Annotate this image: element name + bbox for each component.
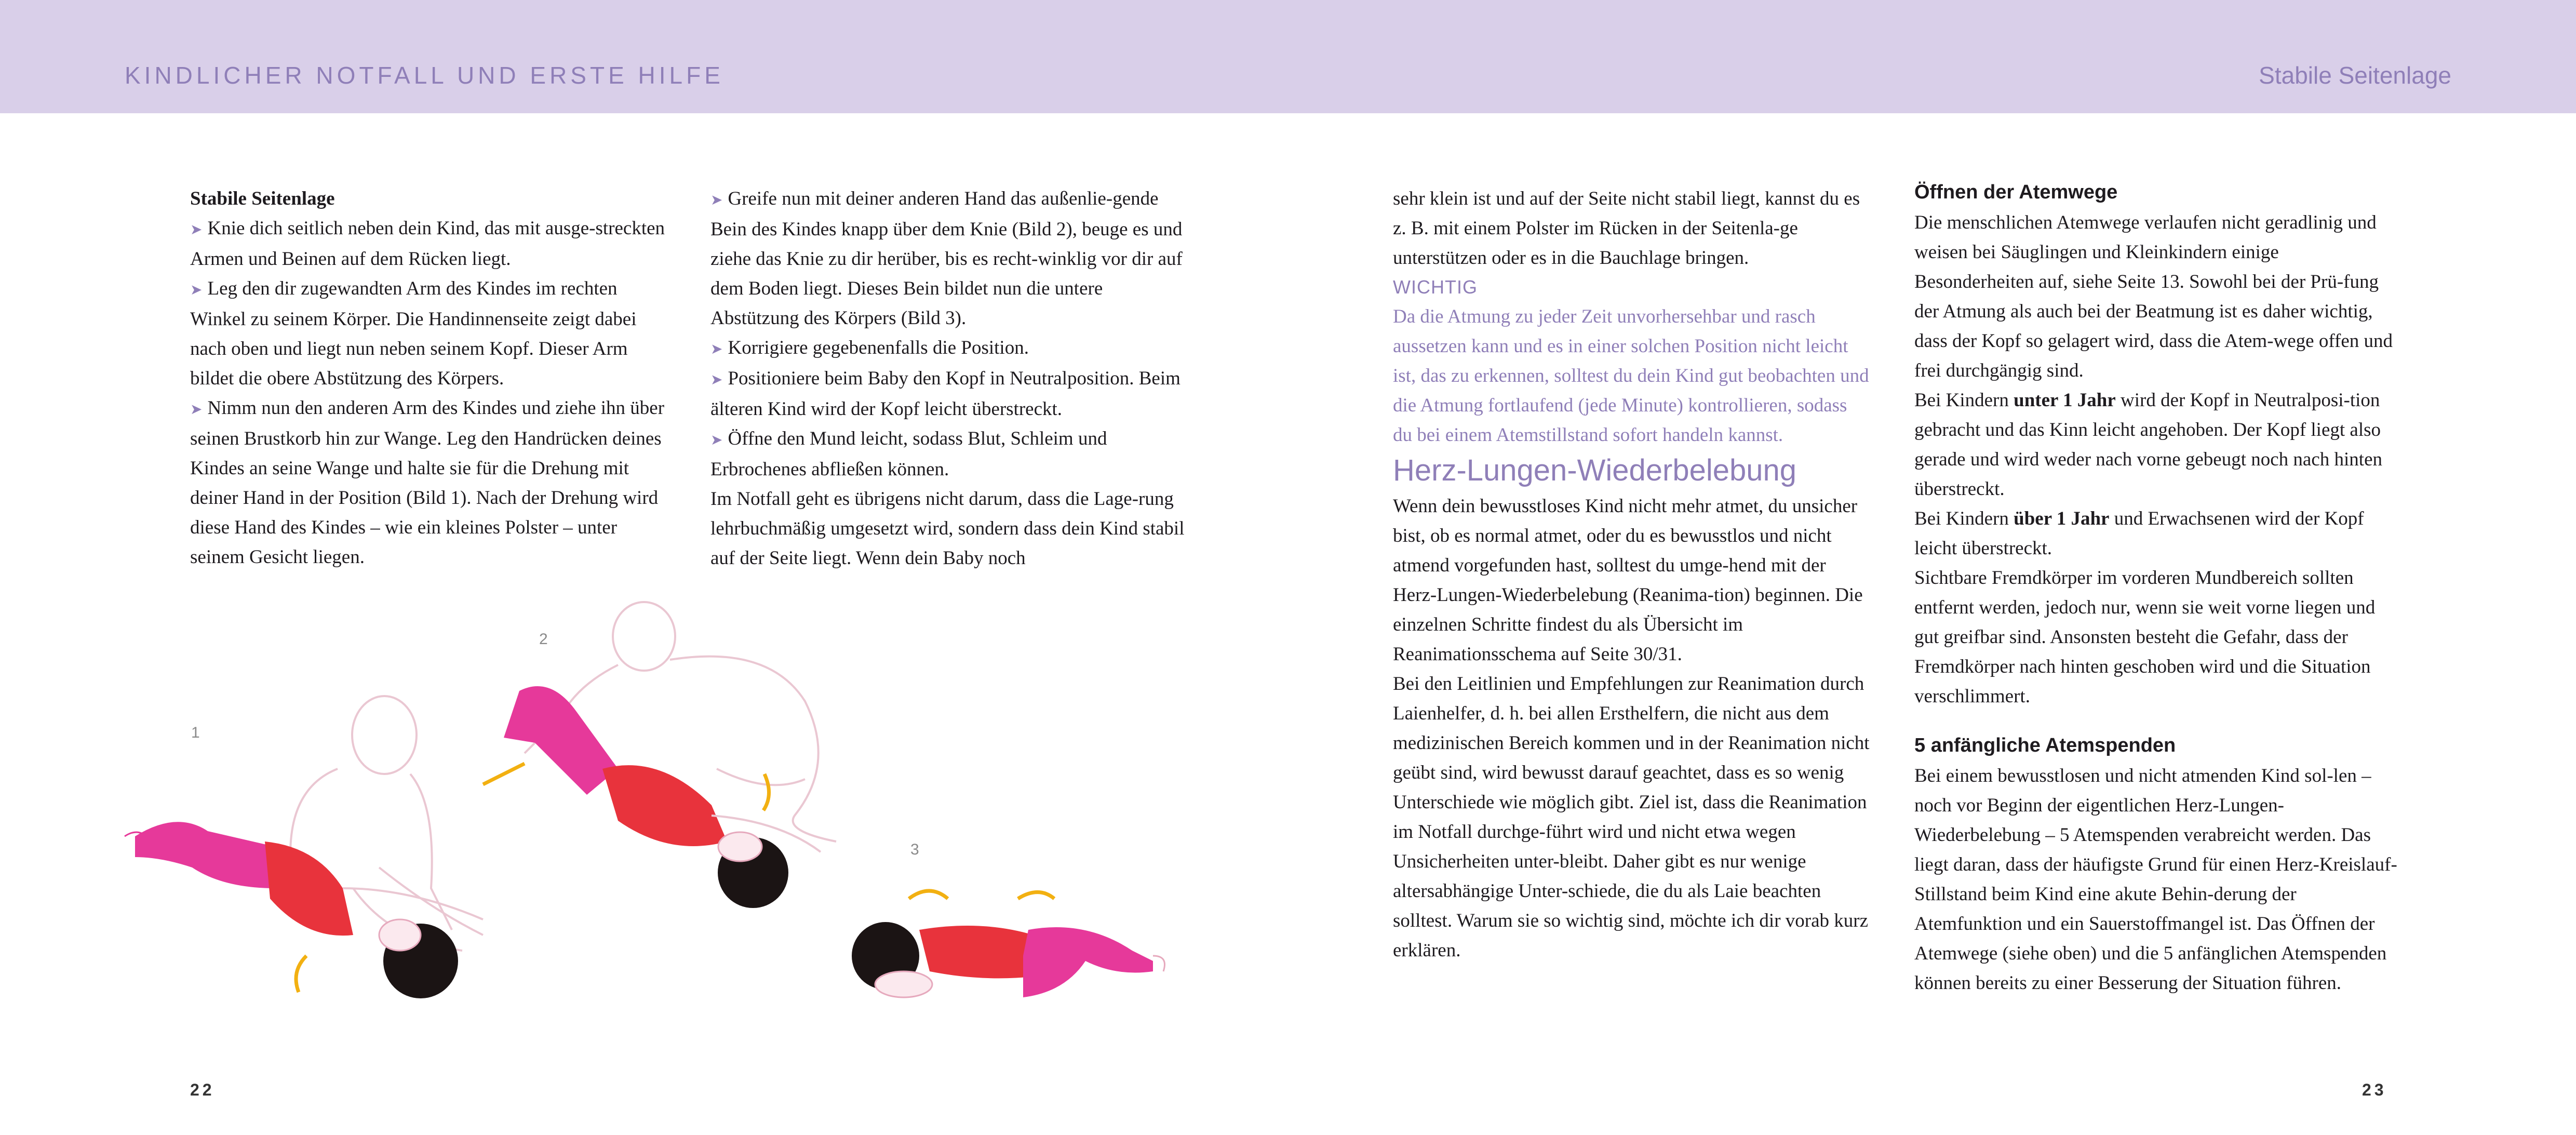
section-heading-stabile-seitenlage: Stabile Seitenlage <box>190 188 335 209</box>
page-number-right: 23 <box>2362 1080 2387 1099</box>
arrow-bullet-icon: ➤ <box>190 221 203 238</box>
figure-2-label: 2 <box>539 631 548 648</box>
instruction-step-5 <box>710 333 1193 364</box>
arrow-bullet-icon: ➤ <box>190 400 203 418</box>
rotate-arrow-icon <box>483 764 525 784</box>
step-text: Öffne den Mund leicht, sodass Blut, Schleim und Erbrochenes abfließen können. <box>710 428 1107 480</box>
step-text: Nimm nun den anderen Arm des Kindes und ziehe ihn über seinen Brustkorb hin zur Wange. Leg den Handrücken deines Kindes an seine Wange und halte sie für die Drehung mit deiner Hand in der Position (Bild 1). Nach der Drehung wird diese Hand des Kindes – wie ein kleines Polster – unter seinem Gesicht liegen. <box>190 397 665 568</box>
arrow-bullet-icon: ➤ <box>710 340 723 357</box>
step-text: Leg den dir zugewandten Arm des Kindes im rechten Winkel zu seinem Körper. Die Handinnenseite zeigt dabei nach oben und liegt nun neben seinem Kopf. Dieser Arm bildet die obere Abstützung des Körpers. <box>190 278 637 389</box>
paragraph-reanimation-intro: Wenn dein bewusstloses Kind nicht mehr atmet, du unsicher bist, ob es normal atmet, oder du es bewusstlos und nicht atmend vorgefunden hast, solltest du umge-hend mit der Herz-Lungen-Wiederbelebung (Reanima-tion) beginnen. Die einzelnen Schritte findest du als Übersicht im Reanimationsschema auf Seite 30/31. <box>1393 496 1863 665</box>
callout-body-wichtig: Da die Atmung zu jeder Zeit unvorhersehbar und rasch aussetzen kann und es in einer solchen Position nicht leicht ist, das zu erkennen, solltest du dein Kind gut beobachten und die Atmung fortlaufend (jede Minute) kontrollieren, sodass du bei einem Atemstillstand sofort handeln kannst. <box>1393 306 1869 446</box>
step-text: Positioniere beim Baby den Kopf in Neutralposition. Beim älteren Kind wird der Kopf leicht überstreckt. <box>710 368 1180 420</box>
paragraph-atemspenden: Bei einem bewusstlosen und nicht atmenden Kind sol-len – noch vor Beginn der eigentlichen Herz-Lungen-Wiederbelebung – 5 Atemspenden verabreicht werden. Das liegt daran, dass der häufigste Grund für einen Herz-Kreislauf-Stillstand beim Kind eine akute Behin-derung der Atemfunktion und ein Sauerstoffmangel ist. Das Öffnen der Atemwege (siehe oben) und die 5 anfänglichen Atemspenden können bereits zu einer Besserung der Situation führen. <box>1914 765 2397 994</box>
running-title-right: Stabile Seitenlage <box>2259 62 2451 89</box>
right-page-column-2 <box>1914 177 2397 998</box>
figure-1 <box>125 696 483 998</box>
instruction-step-3 <box>190 393 673 572</box>
step-text: Knie dich seitlich neben dein Kind, das mit ausge-streckten Armen und Beinen auf dem Rücken liegt. <box>190 218 665 270</box>
right-page-column-1 <box>1393 184 1871 965</box>
figure-1-label: 1 <box>191 724 200 741</box>
spacer <box>1914 711 2397 730</box>
figure-3 <box>852 841 1165 997</box>
rotate-arrow-icon <box>763 774 769 810</box>
text-run: und Erwachsenen wird der Kopf leicht überstreckt. <box>1914 508 2364 559</box>
paragraph-atemwege: Die menschlichen Atemwege verlaufen nicht geradlinig und weisen bei Säuglingen und Kleinkindern einige Besonderheiten auf, siehe Seite 13. Sowohl bei der Prü-fung der Atmung als auch bei der Beatmung ist es daher wichtig, dass der Kopf so gelagert wird, dass die Atem-wege offen und frei durchgängig sind. <box>1914 212 2393 381</box>
arrow-bullet-icon: ➤ <box>190 281 203 298</box>
paragraph-lagerung: Im Notfall geht es übrigens nicht darum, dass die Lage-rung lehrbuchmäßig umgesetzt wird, sondern dass dein Kind stabil auf der Seite liegt. Wenn dein Baby noch <box>710 488 1185 569</box>
subheading-atemspenden: 5 anfängliche Atemspenden <box>1914 735 2176 756</box>
paragraph-continuation: sehr klein ist und auf der Seite nicht stabil liegt, kannst du es z. B. mit einem Polster im Rücken in der Seitenla-ge unterstützen oder es in die Bauchlage bringen. <box>1393 188 1860 269</box>
left-page-column-1 <box>190 184 673 572</box>
step-text: Korrigiere gegebenenfalls die Position. <box>728 337 1029 358</box>
paragraph-ueber-1-jahr <box>1914 504 2397 563</box>
emphasis-unter-1-jahr: unter 1 Jahr <box>2014 390 2116 411</box>
arrow-bullet-icon: ➤ <box>710 431 723 448</box>
instruction-step-6 <box>710 364 1193 424</box>
child-torso <box>265 842 353 936</box>
recovery-position-illustrations <box>119 597 1236 1044</box>
child-torso <box>919 926 1034 978</box>
text-run: Bei Kindern <box>1914 508 2014 529</box>
text-run: Bei Kindern <box>1914 390 2014 411</box>
instruction-step-4 <box>710 184 1193 333</box>
rotate-arrow-icon <box>296 956 306 992</box>
child-legs <box>135 822 275 888</box>
paragraph-leitlinien: Bei den Leitlinien und Empfehlungen zur Reanimation durch Laienhelfer, d. h. bei allen Ersthelfern, die nicht aus dem medizinischen Bereich kommen und in der Reanimation nicht geübt sind, wird bewusst darauf geachtet, dass es so wenig Unterschiede wie möglich gibt. Ziel ist, dass die Reanimation im Notfall durchge-führt wird und nicht etwa wegen Unsicherheiten unter-bleibt. Daher gibt es nur wenige altersabhängige Unter-schiede, die du als Laie beachten solltest. Warum sie so wichtig sind, möchte ich dir vorab kurz erklären. <box>1393 673 1870 961</box>
header-banner <box>0 0 2576 113</box>
emphasis-ueber-1-jahr: über 1 Jahr <box>2014 508 2110 529</box>
callout-title-wichtig: WICHTIG <box>1393 276 1478 298</box>
figure-3-label: 3 <box>910 841 919 858</box>
paragraph-fremdkoerper: Sichtbare Fremdkörper im vorderen Mundbereich sollten entfernt werden, jedoch nur, wenn sie weit vorne liegen und gut greifbar sind. Ansonsten besteht die Gefahr, dass der Fremdkörper nach hinten geschoben wird und die Situation verschlimmert. <box>1914 567 2376 707</box>
left-page-column-2 <box>710 184 1193 573</box>
page-number-left: 22 <box>190 1080 215 1099</box>
running-title-left: KINDLICHER NOTFALL UND ERSTE HILFE <box>125 62 724 89</box>
step-text: Greife nun mit deiner anderen Hand das außenlie-gende Bein des Kindes knapp über dem Knie (Bild 2), beuge es und ziehe das Knie zu dir herüber, bis es recht-winklig vor dir auf dem Boden liegt. Dieses Bein bildet nun die untere Abstützung des Körpers (Bild 3). <box>710 188 1183 329</box>
child-legs <box>504 686 618 795</box>
text-run: wird der Kopf in Neutralposi-tion gebracht und das Kinn leicht angehoben. Der Kopf liegt also gerade und wird weder nach vorne gebeugt noch nach hinten überstreckt. <box>1914 390 2383 500</box>
rotate-arrow-icon <box>1018 892 1054 899</box>
rotate-arrow-icon <box>909 891 948 899</box>
section-heading-herz-lungen-wiederbelebung: Herz-Lungen-Wiederbelebung <box>1393 453 1797 487</box>
paragraph-unter-1-jahr <box>1914 385 2397 504</box>
child-legs <box>1023 927 1153 997</box>
instruction-step-2 <box>190 274 673 393</box>
subheading-oeffnen-der-atemwege: Öffnen der Atemwege <box>1914 181 2118 203</box>
arrow-bullet-icon: ➤ <box>710 371 723 388</box>
arrow-bullet-icon: ➤ <box>710 191 723 208</box>
instruction-step-7 <box>710 424 1193 484</box>
instruction-step-1 <box>190 213 673 274</box>
figure-2 <box>483 602 836 908</box>
child-torso <box>602 765 727 846</box>
